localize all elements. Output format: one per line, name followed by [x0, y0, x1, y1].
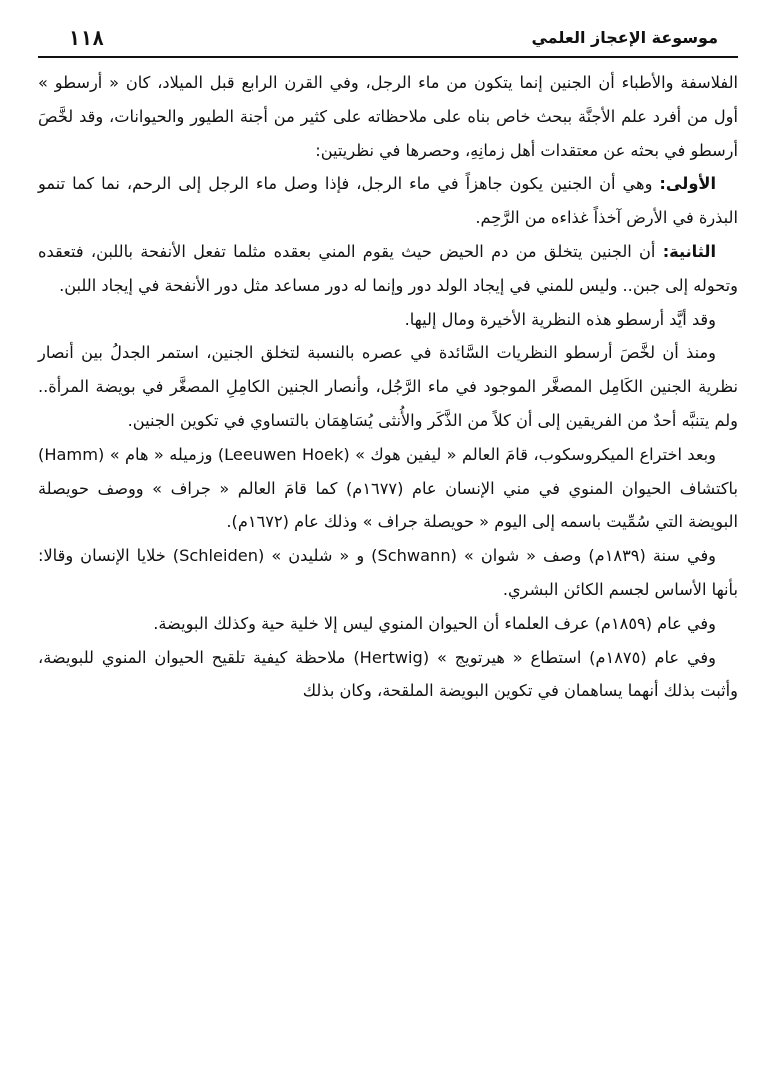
- paragraph-text: ومنذ أن لخَّصَ أرسطو النظريات السَّائدة في عصره بالنسبة لتخلق الجنين، استمر الجدلُ بين أنصار نظرية الجنين الكَامِل المصغَّر الموجود في ماء الرَّجُل، وأنصار الجنين الكامِلِ المصغَّر في بويضة المرأة.. ولم يتنبَّه أحدٌ من الفريقين إلى أن كلاً من الذَّكَر والأُنثى يُسَاهِمَان بالتساوي في تكوين الجنين.: [38, 343, 738, 430]
- paragraph-text: وفي عام (١٨٥٩م) عرف العلماء أن الحيوان المنوي ليس إلا خلية حية وكذلك البويضة.: [153, 613, 716, 633]
- page-number: ١١٨: [68, 26, 105, 50]
- paragraph-9: [38, 641, 738, 709]
- paragraph-text: وفي عام (١٨٧٥م) استطاع « هيرتويج » (Hertwig) ملاحظة كيفية تلقيح الحيوان المنوي للبويضة، وأثبت بذلك أنهما يساهمان في تكوين البويضة الملقحة، وكان بذلك: [38, 647, 738, 701]
- paragraph-1: [38, 66, 738, 167]
- paragraph-text: الفلاسفة والأطباء أن الجنين إنما يتكون من ماء الرجل، وفي القرن الرابع قبل الميلاد، كان « أرسطو » أول من أفرد علم الأجنَّة ببحث خاص بناه على ملاحظاته على كثير من أجنة الطيور والحيوانات، وقد لخَّصَ أرسطو في بحثه عن معتقدات أهل زمانِهِ، وحصرها في نظريتين:: [38, 73, 738, 160]
- paragraph-lead: الأولى:: [659, 174, 716, 194]
- header-divider: [38, 56, 738, 58]
- paragraph-text: وفي سنة (١٨٣٩م) وصف « شوان » (Schwann) و « شليدن » (Schleiden) خلايا الإنسان وقالا: بأنها الأساس لجسم الكائن البشري.: [38, 546, 738, 599]
- paragraph-5: [38, 336, 738, 437]
- paragraph-text: وبعد اختراع الميكروسكوب، قامَ العالم « ليفين هوك » (Leeuwen Hoek) وزميله « هام » (Hamm) باكتشاف الحيوان المنوي في مني الإنسان عام (١٦٧٧م) كما قامَ العالم « جراف » ووصف حويصلة البويضة التي سُمِّيت باسمه إلى اليوم « حويصلة جراف » وذلك عام (١٦٧٢م).: [38, 444, 738, 532]
- paragraph-8: [38, 607, 738, 641]
- page-body: [38, 66, 738, 708]
- paragraph-7: [38, 539, 738, 607]
- paragraph-6: [38, 438, 738, 539]
- paragraph-4: [38, 303, 738, 337]
- page-header: [38, 22, 738, 56]
- paragraph-lead: الثانية:: [662, 241, 716, 261]
- book-title: موسوعة الإعجاز العلمي: [531, 28, 718, 47]
- paragraph-text: أن الجنين يتخلق من دم الحيض حيث يقوم المني بعقده مثلما تفعل الأنفحة باللبن، فتعقده وتحوله إلى جبن.. وليس للمني في إيجاد الولد دور وإنما له دور مساعد مثل دور الأنفحة في إيجاد اللبن.: [38, 241, 738, 295]
- paragraph-3: [38, 235, 738, 303]
- paragraph-text: وقد أيَّد أرسطو هذه النظرية الأخيرة ومال إليها.: [404, 309, 716, 329]
- paragraph-2: [38, 167, 738, 235]
- paragraph-text: وهي أن الجنين يكون جاهزاً في ماء الرجل، فإذا وصل ماء الرجل إلى الرحم، نما كما تنمو البذرة في الأرض آخذاً غذاءه من الرَّحِم.: [38, 174, 738, 228]
- book-page: [38, 22, 738, 1072]
